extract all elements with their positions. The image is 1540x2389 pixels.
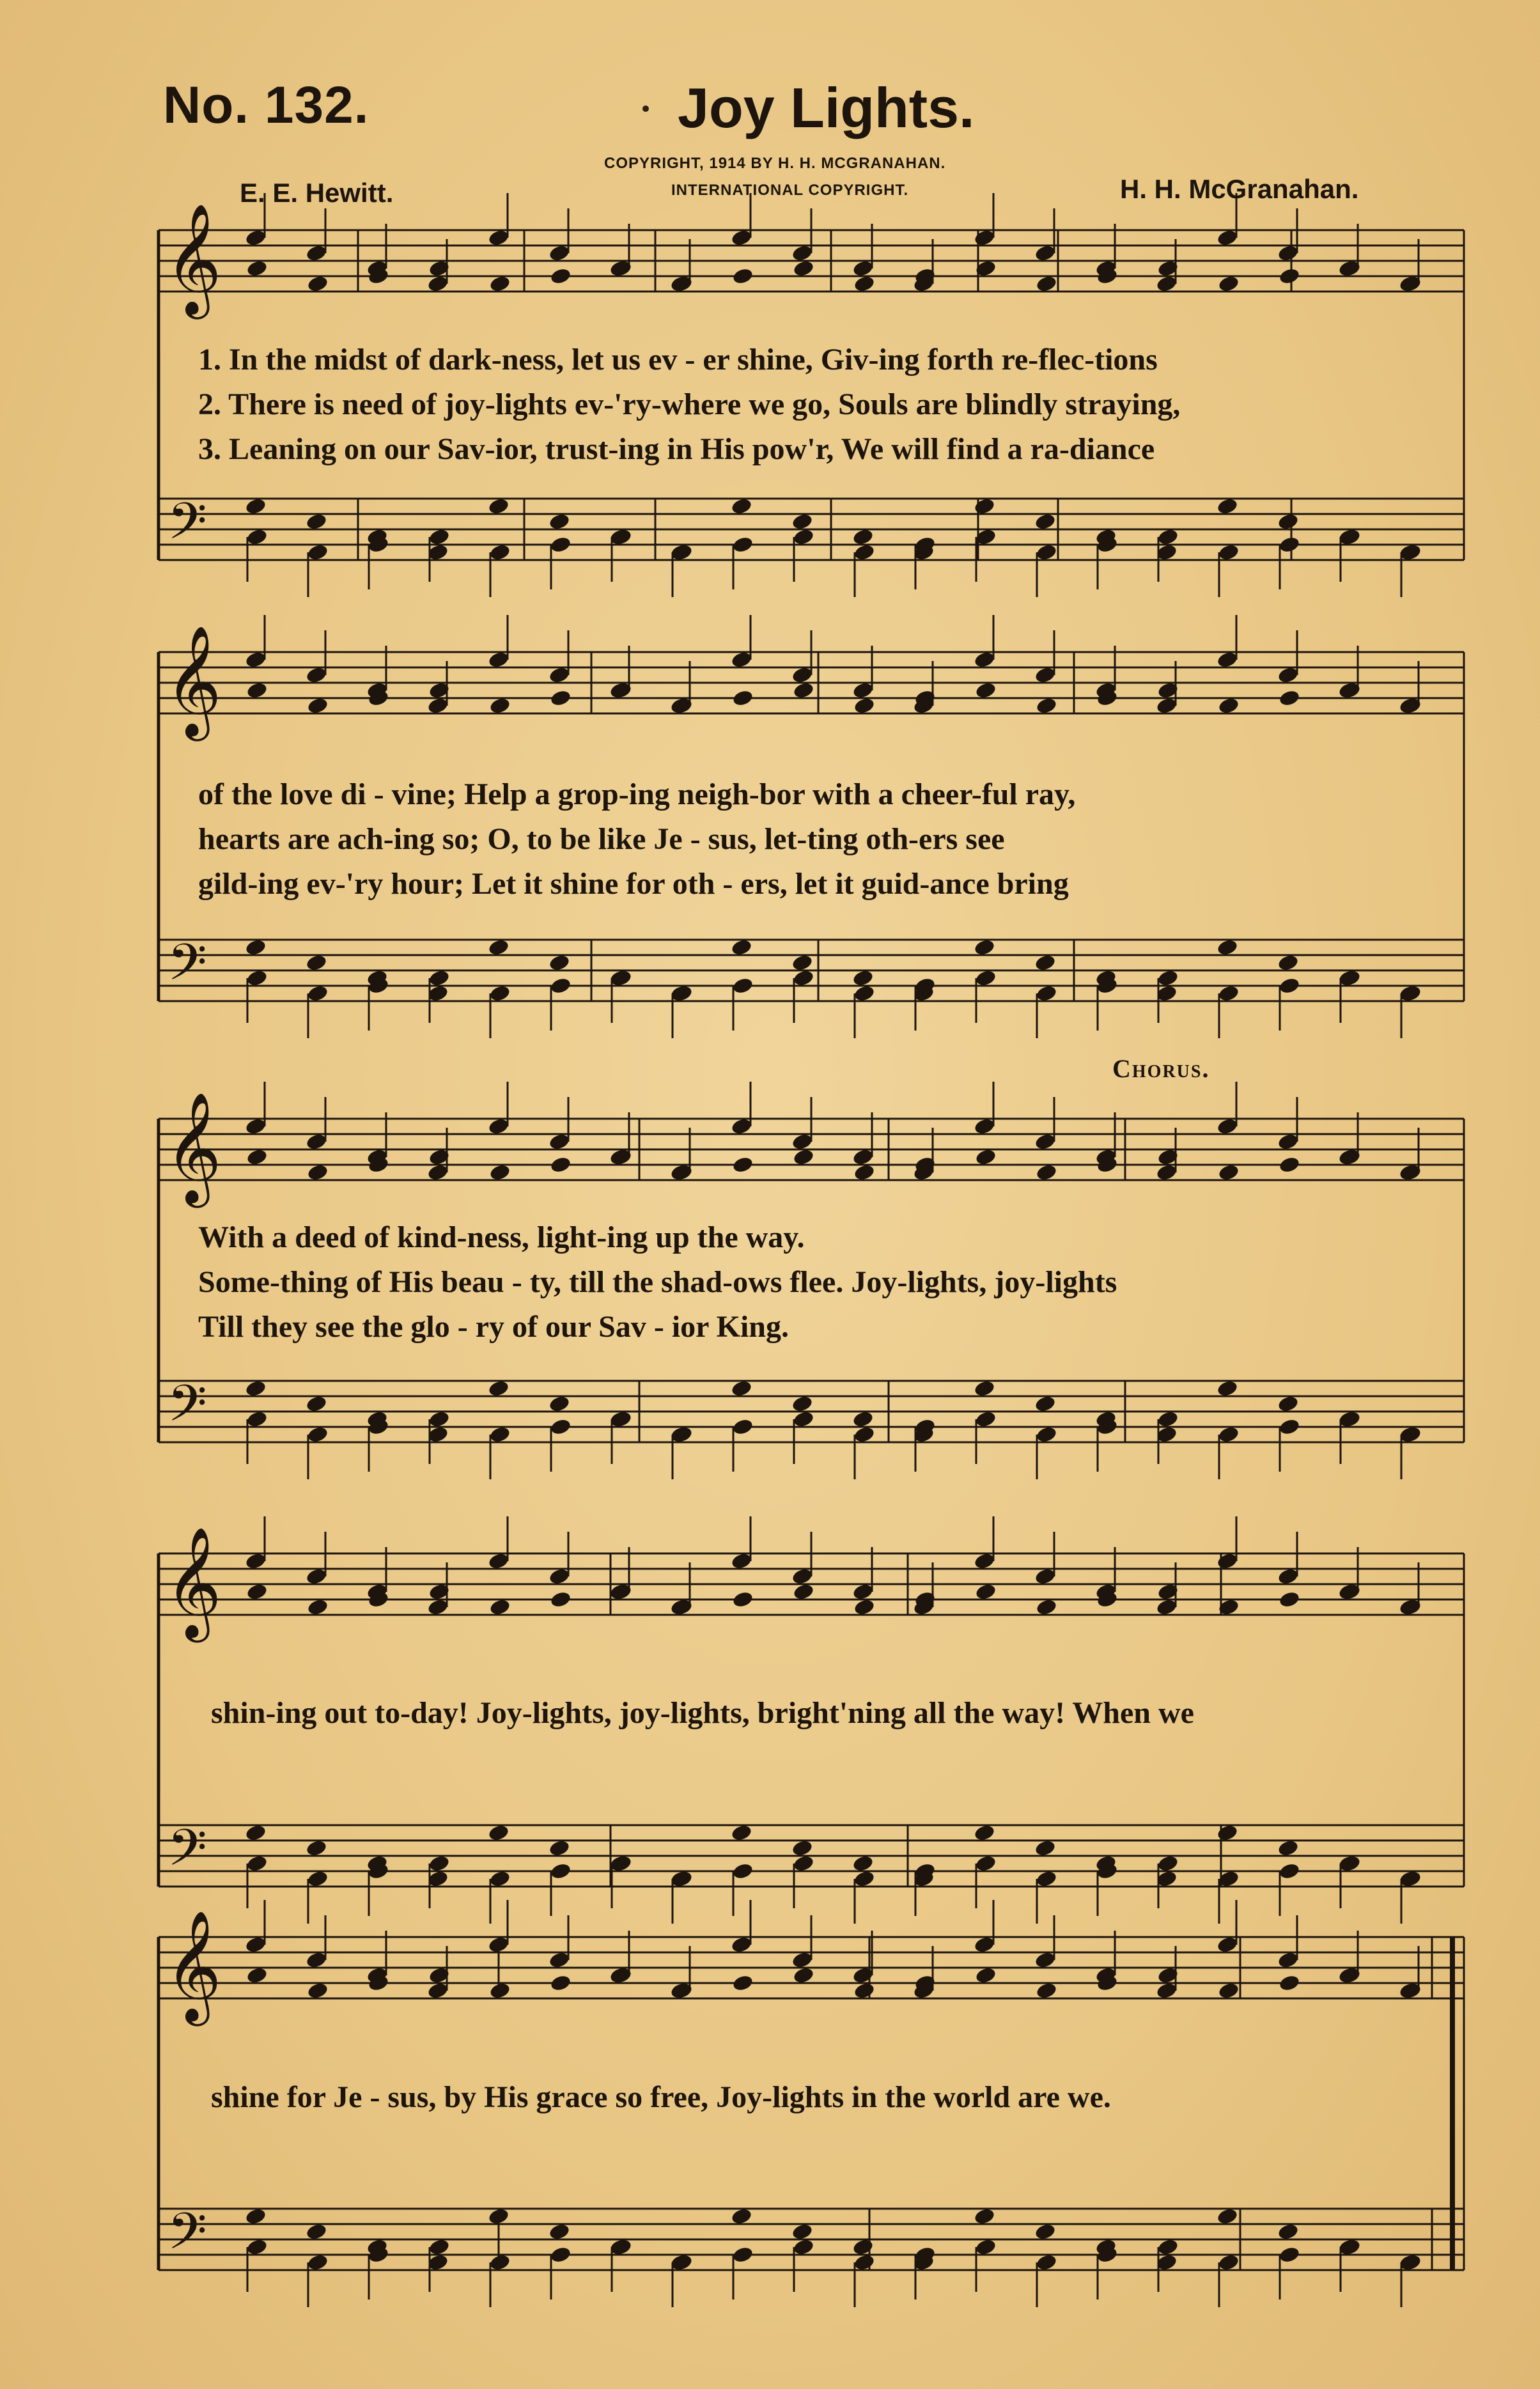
system4-treble-notehead [487, 1552, 509, 1570]
system4-bass-notehead [853, 1869, 875, 1888]
system5-bass-notehead [1339, 2237, 1361, 2256]
system2-bass-notehead [488, 984, 511, 1002]
system2-treble-notehead [731, 689, 754, 707]
system1-verse3: 3. Leaning on our Sav-ior, trust-ing in His pow'r, We will find a ra-diance [198, 432, 1155, 466]
system1-treble-notehead [792, 259, 814, 277]
system3-verse2: Some-thing of His beau - ty, till the shad-ows flee. Joy-lights, joy-lights [198, 1265, 1117, 1299]
system1-treble-notehead [1217, 274, 1240, 293]
system3-bass-notehead [1278, 1417, 1300, 1436]
system5-bass-notehead [973, 2207, 995, 2225]
system1-bass-notehead [306, 543, 329, 561]
system2-bass-notehead [853, 984, 875, 1002]
system5-treble-notehead [306, 1981, 329, 2000]
system2-bass-notehead [306, 984, 329, 1002]
system3-bass-notehead [549, 1417, 572, 1436]
system1-treble-notehead [1035, 274, 1057, 293]
system1-bass-notehead [1399, 543, 1422, 561]
system5-bass-notehead [1035, 2253, 1057, 2271]
system1-bass-notehead [1034, 512, 1056, 531]
system5-treble-notehead [974, 1966, 997, 1984]
system3-bass-notehead [1339, 1410, 1361, 1428]
system2-bass-notehead [305, 953, 327, 972]
system1-treble-notehead [852, 259, 874, 277]
system1-treble-notehead [1155, 274, 1178, 293]
system3-treble-notehead [1034, 1132, 1056, 1151]
system5-treble-notehead [1034, 1950, 1056, 1969]
system5-bass-notehead [1034, 2222, 1056, 2241]
system2-bass-notehead [1399, 984, 1422, 1002]
system2-treble-notehead [548, 665, 570, 684]
system3-bass-notehead [245, 1410, 268, 1428]
system1-treble-clef: 𝄞 [165, 203, 222, 315]
system3-bass-notehead [1277, 1394, 1299, 1413]
system3-bass-notehead [731, 1417, 754, 1436]
system2-verse3: gild-ing ev-'ry hour; Let it shine for oth - ers, let it guid-ance bring [198, 867, 1069, 901]
system3-treble-notehead [549, 1155, 572, 1174]
system2-treble-notehead [549, 689, 572, 707]
system4-bass-notehead [852, 1854, 874, 1872]
system4-treble-notehead [1035, 1598, 1057, 1616]
system4-treble-notehead [731, 1590, 754, 1608]
system1-bass-notehead [1156, 527, 1179, 546]
system2-bass-notehead [1278, 976, 1300, 995]
system3-bass-notehead [974, 1410, 997, 1428]
system3-bass-notehead [1399, 1425, 1422, 1444]
system5-bass-notehead [244, 2207, 267, 2225]
system2-bass-notehead [610, 969, 632, 987]
system5-bass-notehead [671, 2253, 693, 2271]
system4-bass-notehead [487, 1823, 509, 1842]
system2-verse2: hearts are ach-ing so; O, to be like Je - sus, let-ting oth-ers see [198, 822, 1005, 856]
system4-bass-notehead [1339, 1854, 1361, 1872]
system5-treble-notehead [973, 1935, 995, 1954]
system4-bass-notehead [973, 1823, 995, 1842]
system2-bass-notehead [671, 984, 693, 1002]
system2-treble-notehead [973, 650, 995, 669]
system3-bass-notehead [305, 1394, 327, 1413]
system5-treble-notehead [488, 1981, 511, 2000]
system4-treble-notehead [1277, 1567, 1299, 1585]
system3-bass-notehead [853, 1425, 875, 1444]
system2-bass-notehead [974, 969, 997, 987]
system5-treble-clef: 𝄞 [165, 1910, 222, 2021]
system4-bass-notehead [1277, 1839, 1299, 1857]
system1-treble-notehead [305, 244, 327, 262]
system4-treble-notehead [306, 1598, 329, 1616]
system5-bass-notehead [488, 2253, 511, 2271]
system4-treble-notehead [852, 1582, 874, 1601]
system3-bass-notehead [428, 1410, 450, 1428]
system3-treble-notehead [488, 1163, 511, 1181]
system5-bass-notehead [610, 2237, 632, 2256]
system3-treble-notehead [1277, 1132, 1299, 1151]
system1-treble-notehead [244, 228, 267, 247]
system1-treble-notehead [730, 228, 752, 247]
system1-bass-notehead [1216, 497, 1238, 515]
system1-bass-notehead [730, 497, 752, 515]
system1-bass-notehead [245, 527, 268, 546]
system3-treble-notehead [973, 1117, 995, 1135]
system5-lyric: shine for Je - sus, by His grace so free, Joy-lights in the world are we. [211, 2080, 1111, 2114]
system3-treble-notehead [852, 1148, 874, 1166]
system5-treble-notehead [305, 1950, 327, 1969]
system2-bass-notehead [1217, 984, 1240, 1002]
system5-treble-notehead [730, 1935, 752, 1954]
system1-treble-notehead [1216, 228, 1238, 247]
system3-bass-notehead [1216, 1379, 1238, 1397]
system2-bass-notehead [730, 938, 752, 956]
copyright-line-2: INTERNATIONAL COPYRIGHT. [671, 182, 909, 199]
system2-treble-notehead [1155, 696, 1178, 715]
system5-bass-notehead [1278, 2245, 1300, 2264]
system3-treble-clef: 𝄞 [165, 1092, 222, 1203]
system2-bass-notehead [792, 969, 814, 987]
system3-treble-notehead [1216, 1117, 1238, 1135]
system3-bass-notehead [671, 1425, 693, 1444]
system4-bass-notehead [974, 1854, 997, 1872]
system5-treble-notehead [487, 1935, 509, 1954]
system1-treble-notehead [488, 274, 511, 293]
system3-treble-notehead [1217, 1163, 1240, 1181]
system5-bass-notehead [306, 2253, 329, 2271]
system2-treble-notehead [792, 681, 814, 699]
system3-treble-notehead [548, 1132, 570, 1151]
system3-bass-notehead [244, 1379, 267, 1397]
system5-bass-notehead [1216, 2207, 1238, 2225]
system1-bass-notehead [671, 543, 693, 561]
system5-treble-notehead [731, 1973, 754, 1992]
system3-treble-notehead [306, 1163, 329, 1181]
hymn-number: No. 132. [163, 76, 369, 134]
system3-bass-notehead [1034, 1394, 1056, 1413]
system4-treble-notehead [245, 1582, 268, 1601]
system1-bass-notehead [973, 497, 995, 515]
system4-treble-notehead [1278, 1590, 1300, 1608]
system5-bass-notehead [731, 2245, 754, 2264]
system4-bass-notehead [548, 1839, 570, 1857]
system1-treble-notehead [731, 267, 754, 285]
system5-treble-notehead [853, 1981, 875, 2000]
system4-treble-notehead [1216, 1552, 1238, 1570]
system2-treble-notehead [245, 681, 268, 699]
system2-treble-notehead [1278, 689, 1300, 707]
system4-bass-notehead [428, 1854, 450, 1872]
system5-treble-notehead [1035, 1981, 1057, 2000]
system5-bass-notehead [1156, 2237, 1179, 2256]
system5-bass-notehead [245, 2237, 268, 2256]
system3-treble-notehead [731, 1155, 754, 1174]
system3-bass-notehead [1156, 1410, 1179, 1428]
system4-bass-notehead [305, 1839, 327, 1857]
system4-bass-notehead [1034, 1839, 1056, 1857]
system2-treble-notehead [1277, 665, 1299, 684]
system5-bass-notehead [792, 2237, 814, 2256]
system1-treble-notehead [1277, 244, 1299, 262]
system5-bass-notehead [730, 2207, 752, 2225]
system5-treble-notehead [1278, 1973, 1300, 1992]
system5-treble-notehead [245, 1966, 268, 1984]
system1-bass-notehead [1278, 535, 1300, 554]
system4-treble-notehead [244, 1552, 267, 1570]
system5-treble-notehead [1216, 1935, 1238, 1954]
system3-verse1: With a deed of kind-ness, light-ing up the way. [198, 1220, 805, 1254]
system2-treble-notehead [488, 696, 511, 715]
system3-bass-notehead [852, 1410, 874, 1428]
system4-treble-notehead [305, 1567, 327, 1585]
system1-bass-notehead [853, 543, 875, 561]
system1-treble-notehead [791, 244, 813, 262]
system5-bass-notehead [487, 2207, 509, 2225]
system3-treble-notehead [730, 1117, 752, 1135]
system3-treble-notehead [305, 1132, 327, 1151]
system2-bass-notehead [428, 969, 450, 987]
system5-treble-notehead [1217, 1981, 1240, 2000]
system5-treble-notehead [852, 1966, 874, 1984]
system4-treble-notehead [973, 1552, 995, 1570]
system5-bass-notehead [1217, 2253, 1240, 2271]
system5-bass-notehead [853, 2253, 875, 2271]
system3-bass-notehead [792, 1410, 814, 1428]
system5-bass-notehead [549, 2245, 572, 2264]
system5-bass-clef: 𝄢 [167, 2202, 207, 2273]
lyricist-credit: E. E. Hewitt. [240, 178, 394, 208]
system3-bass-notehead [1035, 1425, 1057, 1444]
system2-treble-notehead [791, 665, 813, 684]
system5-bass-notehead [548, 2222, 570, 2241]
system4-bass-notehead [730, 1823, 752, 1842]
system3-bass-notehead [730, 1379, 752, 1397]
system2-treble-notehead [1035, 696, 1057, 715]
system5-treble-notehead [792, 1966, 814, 1984]
system1-treble-notehead [1034, 244, 1056, 262]
system4-bass-notehead [1399, 1869, 1422, 1888]
system4-bass-notehead [1035, 1869, 1057, 1888]
system1-treble-notehead [245, 259, 268, 277]
system1-bass-notehead [305, 512, 327, 531]
system2-bass-notehead [1156, 969, 1179, 987]
chorus-label: Chorus. [1112, 1054, 1210, 1083]
system3-treble-notehead [974, 1148, 997, 1166]
system4-bass-notehead [306, 1869, 329, 1888]
system4-bass-notehead [1216, 1823, 1238, 1842]
system1-bass-clef: 𝄢 [167, 492, 207, 563]
system1-bass-notehead [487, 497, 509, 515]
system4-treble-notehead [549, 1590, 572, 1608]
system3-bass-notehead [487, 1379, 509, 1397]
system4-bass-notehead [610, 1854, 632, 1872]
system4-treble-notehead [488, 1598, 511, 1616]
system2-bass-notehead [1339, 969, 1361, 987]
copyright-line-1: COPYRIGHT, 1914 BY H. H. MCGRANAHAN. [604, 155, 946, 172]
system1-treble-notehead [548, 244, 570, 262]
system3-verse3: Till they see the glo - ry of our Sav - ior King. [198, 1310, 789, 1344]
system4-bass-notehead [1156, 1854, 1179, 1872]
system2-bass-notehead [852, 969, 874, 987]
system5-treble-notehead [549, 1973, 572, 1992]
system1-bass-notehead [610, 527, 632, 546]
system3-bass-clef: 𝄢 [167, 1374, 207, 1445]
system2-treble-notehead [853, 696, 875, 715]
system1-treble-notehead [487, 228, 509, 247]
system2-bass-notehead [1277, 953, 1299, 972]
system1-bass-notehead [428, 527, 450, 546]
system2-treble-notehead [1216, 650, 1238, 669]
system2-treble-notehead [730, 650, 752, 669]
system2-treble-notehead [305, 665, 327, 684]
system4-bass-notehead [244, 1823, 267, 1842]
system5-bass-notehead [1399, 2253, 1422, 2271]
system1-bass-notehead [488, 543, 511, 561]
system4-treble-notehead [1034, 1567, 1056, 1585]
system2-bass-notehead [731, 976, 754, 995]
system1-verse2: 2. There is need of joy-lights ev-'ry-where we go, Souls are blindly straying, [198, 387, 1181, 421]
system2-bass-clef: 𝄢 [167, 933, 207, 1004]
system4-treble-notehead [792, 1582, 814, 1601]
system1-treble-notehead [853, 274, 875, 293]
system1-bass-notehead [244, 497, 267, 515]
system4-bass-clef: 𝄢 [167, 1818, 207, 1890]
system2-treble-notehead [1034, 665, 1056, 684]
system2-verse1: of the love di - vine; Help a grop-ing neigh-bor with a cheer-ful ray, [198, 777, 1076, 811]
system1-verse1: 1. In the midst of dark-ness, let us ev - er shine, Giv-ing forth re-flec-tions [198, 343, 1158, 377]
system1-bass-notehead [1217, 543, 1240, 561]
system3-bass-notehead [306, 1425, 329, 1444]
system2-bass-notehead [549, 976, 572, 995]
system3-bass-notehead [488, 1425, 511, 1444]
system1-treble-notehead [1278, 267, 1300, 285]
system2-bass-notehead [244, 938, 267, 956]
system3-bass-notehead [791, 1394, 813, 1413]
system3-bass-notehead [548, 1394, 570, 1413]
system3-treble-notehead [1278, 1155, 1300, 1174]
system2-treble-notehead [426, 696, 449, 715]
system1-treble-notehead [306, 274, 329, 293]
system4-bass-notehead [549, 1862, 572, 1880]
system2-bass-notehead [791, 953, 813, 972]
system1-treble-notehead [549, 267, 572, 285]
system4-bass-notehead [792, 1854, 814, 1872]
system2-treble-notehead [974, 681, 997, 699]
system5-bass-notehead [852, 2237, 874, 2256]
system1-bass-notehead [1035, 543, 1057, 561]
system1-treble-notehead [973, 228, 995, 247]
system5-treble-notehead [1277, 1950, 1299, 1969]
system3-bass-notehead [1217, 1425, 1240, 1444]
system1-bass-notehead [548, 512, 570, 531]
system1-bass-notehead [549, 535, 572, 554]
system3-bass-notehead [610, 1410, 632, 1428]
system5-treble-notehead [548, 1950, 570, 1969]
system3-treble-notehead [1155, 1163, 1178, 1181]
system3-treble-notehead [487, 1117, 509, 1135]
system2-bass-notehead [548, 953, 570, 972]
system4-treble-notehead [791, 1567, 813, 1585]
system3-treble-notehead [853, 1163, 875, 1181]
system2-treble-clef: 𝄞 [165, 625, 222, 736]
system1-bass-notehead [792, 527, 814, 546]
system2-bass-notehead [973, 938, 995, 956]
system1-bass-notehead [1339, 527, 1361, 546]
system5-treble-notehead [791, 1950, 813, 1969]
system4-treble-notehead [853, 1598, 875, 1616]
system2-treble-notehead [244, 650, 267, 669]
system3-treble-notehead [791, 1132, 813, 1151]
system4-treble-notehead [974, 1582, 997, 1601]
system5-treble-notehead [1155, 1981, 1178, 2000]
system2-treble-notehead [852, 681, 874, 699]
system5-bass-notehead [1277, 2222, 1299, 2241]
system4-treble-notehead [548, 1567, 570, 1585]
system1-bass-notehead [791, 512, 813, 531]
system4-treble-notehead [426, 1598, 449, 1616]
system2-treble-notehead [1217, 696, 1240, 715]
system2-treble-notehead [487, 650, 509, 669]
system5-treble-notehead [426, 1981, 449, 2000]
system1-bass-notehead [731, 535, 754, 554]
system2-bass-notehead [1216, 938, 1238, 956]
system4-lyric: shin-ing out to-day! Joy-lights, joy-lights, bright'ning all the way! When we [211, 1696, 1194, 1730]
system4-bass-notehead [731, 1862, 754, 1880]
system5-bass-notehead [791, 2222, 813, 2241]
system2-treble-notehead [306, 696, 329, 715]
system3-treble-notehead [244, 1117, 267, 1135]
system3-treble-notehead [245, 1148, 268, 1166]
system3-treble-notehead [1035, 1163, 1057, 1181]
system4-treble-notehead [730, 1552, 752, 1570]
system5-bass-notehead [305, 2222, 327, 2241]
system2-bass-notehead [1034, 953, 1056, 972]
system1-bass-notehead [852, 527, 874, 546]
system5-treble-notehead [244, 1935, 267, 1954]
system4-bass-notehead [488, 1869, 511, 1888]
system2-bass-notehead [487, 938, 509, 956]
system3-treble-notehead [426, 1163, 449, 1181]
system3-bass-notehead [973, 1379, 995, 1397]
composer-credit: H. H. McGranahan. [1120, 174, 1359, 204]
system4-treble-notehead [1155, 1598, 1178, 1616]
hymn-title: Joy Lights. [678, 76, 975, 139]
system4-bass-notehead [671, 1869, 693, 1888]
system5-bass-notehead [974, 2237, 997, 2256]
system2-bass-notehead [1035, 984, 1057, 1002]
system5-bass-notehead [428, 2237, 450, 2256]
system1-bass-notehead [1277, 512, 1299, 531]
system3-treble-notehead [792, 1148, 814, 1166]
system4-bass-notehead [1278, 1862, 1300, 1880]
system4-bass-notehead [791, 1839, 813, 1857]
system2-bass-notehead [245, 969, 268, 987]
system4-bass-notehead [245, 1854, 268, 1872]
system4-treble-clef: 𝄞 [165, 1527, 222, 1638]
system1-treble-notehead [426, 274, 449, 293]
